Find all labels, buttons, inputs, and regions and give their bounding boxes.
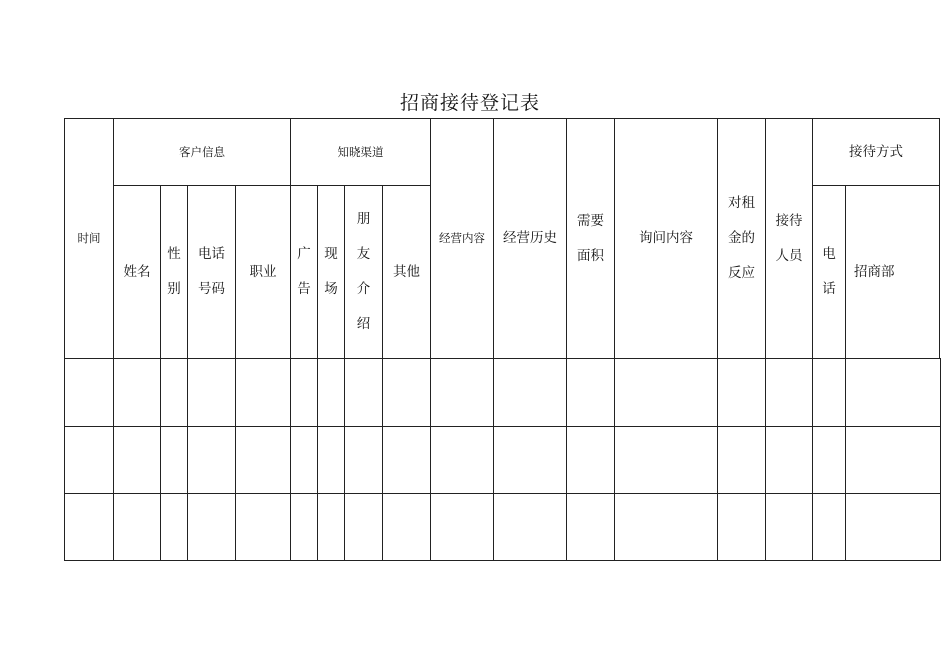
table-cell — [845, 493, 941, 561]
table-cell — [812, 493, 846, 561]
table-cell — [845, 426, 941, 494]
header-investment-dept: 招商部 — [845, 185, 940, 359]
table-cell — [614, 426, 718, 494]
table-cell — [64, 493, 114, 561]
table-cell — [235, 493, 291, 561]
table-cell — [845, 358, 941, 427]
table-cell — [382, 493, 431, 561]
header-rent-reaction — [717, 118, 766, 359]
header-required-area-label: 需要面积 — [577, 212, 604, 264]
header-receptionist — [765, 118, 813, 359]
header-telephone-label: 电话 — [822, 246, 836, 297]
table-cell — [493, 493, 567, 561]
table-cell — [64, 426, 114, 494]
table-cell — [717, 358, 766, 427]
table-cell — [160, 358, 188, 427]
header-name — [113, 185, 161, 359]
header-advertisement-label: 广告 — [297, 246, 311, 297]
table-cell — [113, 426, 161, 494]
table-cell — [113, 493, 161, 561]
header-occupation — [235, 185, 291, 359]
header-time: 时间 — [64, 118, 114, 359]
table-cell — [765, 358, 813, 427]
table-cell — [614, 358, 718, 427]
table-cell — [566, 493, 615, 561]
table-cell — [382, 358, 431, 427]
table-cell — [344, 426, 383, 494]
header-receptionist-label: 接待人员 — [775, 212, 803, 264]
table-cell — [765, 493, 813, 561]
table-cell — [493, 358, 567, 427]
table-cell — [187, 426, 236, 494]
table-cell — [317, 426, 345, 494]
table-cell — [717, 493, 766, 561]
header-customer-info: 客户信息 — [113, 118, 291, 186]
table-cell — [812, 358, 846, 427]
header-friend-referral — [344, 185, 383, 359]
header-inquiry-content: 询问内容 — [614, 118, 718, 359]
header-business-history: 经营历史 — [493, 118, 567, 359]
table-cell — [344, 493, 383, 561]
table-cell — [317, 358, 345, 427]
header-reception-method: 接待方式 — [812, 118, 940, 186]
table-cell — [566, 426, 615, 494]
table-cell — [430, 426, 494, 494]
header-phone-number-label: 电话号码 — [198, 246, 225, 297]
table-cell — [160, 426, 188, 494]
header-other — [382, 185, 431, 359]
table-cell — [290, 493, 318, 561]
page-title: 招商接待登记表 — [399, 92, 540, 114]
header-gender-label: 性别 — [167, 246, 181, 297]
header-occupation-label: 职业 — [249, 263, 277, 280]
header-on-site-label: 现场 — [324, 246, 338, 297]
table-cell — [382, 426, 431, 494]
header-on-site — [317, 185, 345, 359]
table-cell — [566, 358, 615, 427]
table-cell — [614, 493, 718, 561]
table-cell — [430, 358, 494, 427]
table-cell — [235, 426, 291, 494]
header-telephone — [812, 185, 846, 359]
table-cell — [187, 358, 236, 427]
table-cell — [113, 358, 161, 427]
header-other-label: 其他 — [393, 263, 420, 280]
table-cell — [344, 358, 383, 427]
header-advertisement — [290, 185, 318, 359]
table-cell — [493, 426, 567, 494]
table-cell — [290, 426, 318, 494]
header-channel: 知晓渠道 — [290, 118, 431, 186]
table-cell — [290, 358, 318, 427]
table-cell — [64, 358, 114, 427]
header-required-area — [566, 118, 615, 359]
table-cell — [430, 493, 494, 561]
table-cell — [187, 493, 236, 561]
table-cell — [235, 358, 291, 427]
table-cell — [160, 493, 188, 561]
header-name-label: 姓名 — [123, 263, 151, 280]
header-business-content: 经营内容 — [430, 118, 494, 359]
header-rent-reaction-label: 对租金的反应 — [728, 195, 755, 281]
table-cell — [765, 426, 813, 494]
header-gender — [160, 185, 188, 359]
header-phone-number — [187, 185, 236, 359]
table-cell — [812, 426, 846, 494]
table-cell — [717, 426, 766, 494]
header-friend-referral-label: 朋友介绍 — [356, 211, 371, 332]
table-cell — [317, 493, 345, 561]
